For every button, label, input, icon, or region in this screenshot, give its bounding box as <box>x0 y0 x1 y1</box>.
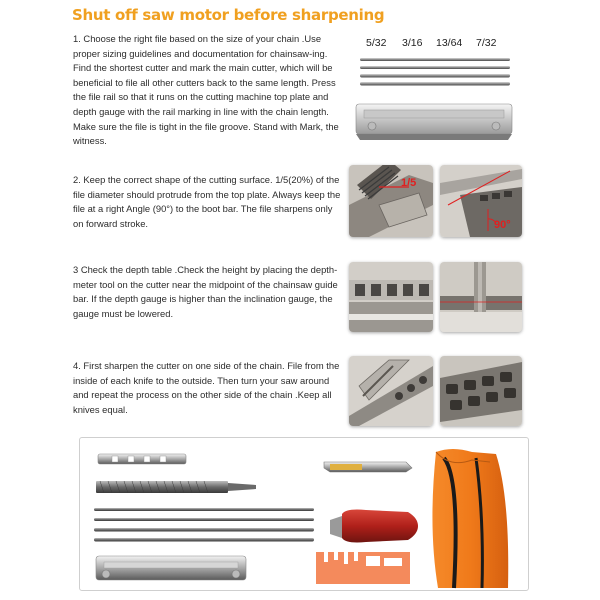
depth-gauge-tool <box>324 462 412 472</box>
step-4-photo-left <box>349 356 433 426</box>
step-4-photo-right <box>440 356 522 426</box>
step-3-photo-right <box>440 262 522 332</box>
file-size-label: 3/16 <box>402 37 423 49</box>
filing-guide <box>96 556 246 580</box>
file-size-label: 7/32 <box>476 37 497 49</box>
files-and-guide-illustration <box>350 30 520 148</box>
step-2-photo-right <box>440 165 522 237</box>
step-3-text: 3 Check the depth table .Check the height by placing the depth-meter tool on the cutter near the midpoint of the chainsaw guide bar. If the depth gauge is higher than the inclination gauge, the gauge must be lowered. <box>73 264 338 319</box>
kit-illustration <box>80 438 528 590</box>
file-size-label: 13/64 <box>436 37 463 49</box>
depth-gauge-card <box>316 552 410 584</box>
step-1-text: 1. Choose the right file based on the size of your chain .Use proper sizing guidelines and documentation for chainsaw-ing. Find the shortest cutter and mark the main cutter, which will be beneficial to file all other cutters back to the same length. Press the file rail so that it runs on the cutting machine top plate and depth gauge with the rail marking in line with the chain length. Make sure the file is tight in the file groove. Stand with Mark, the witness. <box>73 33 339 147</box>
angle-label: 90° <box>494 219 511 231</box>
sharpening-kit-photo <box>79 437 529 591</box>
step-4-text: 4. First sharpen the cutter on one side of the chain. File from the inside of each knife to the outside. Then turn your saw around and repeat the process on the other side of the chain .Keep all knives equal. <box>73 360 340 415</box>
fraction-label: 1/5 <box>401 177 417 189</box>
file-handle <box>330 510 418 543</box>
file-sizes-photo <box>350 30 520 148</box>
file-size-label: 5/32 <box>366 37 387 49</box>
page-title: Shut off saw motor before sharpening <box>72 6 385 24</box>
round-files <box>94 508 314 542</box>
step-2-text: 2. Keep the correct shape of the cutting surface. 1/5(20%) of the file diameter should protrude from the top plate. Always keep the file at a right Angle (90°) to the boot bar. The file sharpens only on forward stroke. <box>73 174 341 229</box>
step-2-photo-left <box>349 165 433 237</box>
step-3-photo-left <box>349 262 433 332</box>
depth-gauge-rail <box>98 454 186 464</box>
orange-roll-pouch <box>432 449 508 588</box>
flat-file <box>96 481 256 493</box>
